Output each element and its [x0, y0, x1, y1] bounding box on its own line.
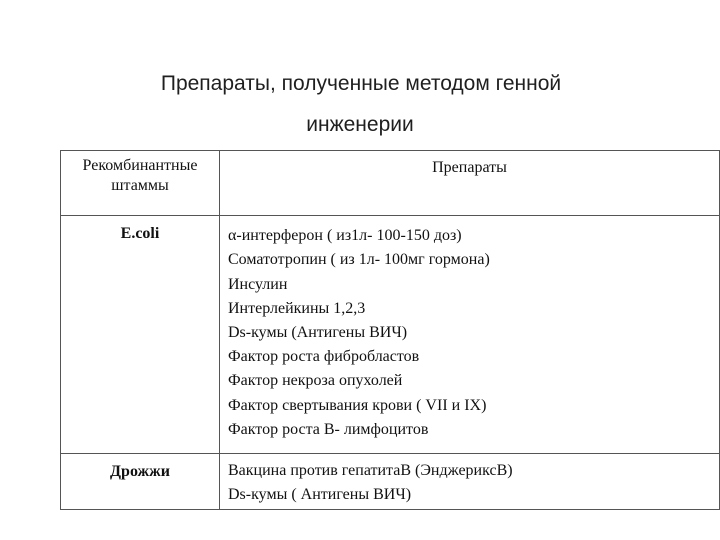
preparation-item: Фактор свертывания крови ( VII и IX) — [228, 396, 487, 414]
preparation-item: Фактор роста В- лимфоцитов — [228, 420, 429, 438]
header-strains-line-2: штаммы — [111, 177, 169, 194]
preparation-item: Фактор некроза опухолей — [228, 372, 403, 390]
header-preparations: Препараты — [220, 151, 720, 216]
header-strains-line-1: Рекомбинантные — [82, 157, 198, 174]
preparation-item: α-интерферон ( из1л- 100-150 доз) — [228, 227, 462, 245]
table-row — [61, 216, 720, 454]
page-title-line-1: Препараты, полученные методом генной — [160, 72, 562, 95]
preparations-cell-yeast — [220, 453, 720, 509]
preparation-item: Вакцина против гепатитаВ (ЭнджериксВ) — [228, 461, 513, 479]
preparation-item: Фактор роста фибробластов — [228, 348, 420, 366]
page-title-line-2: инженерии — [306, 113, 414, 136]
preparation-item: Инсулин — [228, 275, 288, 293]
header-strains — [61, 151, 220, 216]
preparation-item: Соматотропин ( из 1л- 100мг гормона) — [228, 251, 490, 269]
preparations-table — [60, 150, 720, 510]
strain-cell-yeast: Дрожжи — [61, 453, 220, 509]
preparation-item: Ds-кумы ( Антигены ВИЧ) — [228, 486, 412, 504]
table-header-row — [61, 151, 720, 216]
table-row — [61, 453, 720, 509]
preparation-item: Интерлейкины 1,2,3 — [228, 299, 366, 317]
preparations-cell-ecoli — [220, 216, 720, 454]
strain-cell-ecoli: E.coli — [61, 216, 220, 454]
preparation-item: Ds-кумы (Антигены ВИЧ) — [228, 323, 408, 341]
